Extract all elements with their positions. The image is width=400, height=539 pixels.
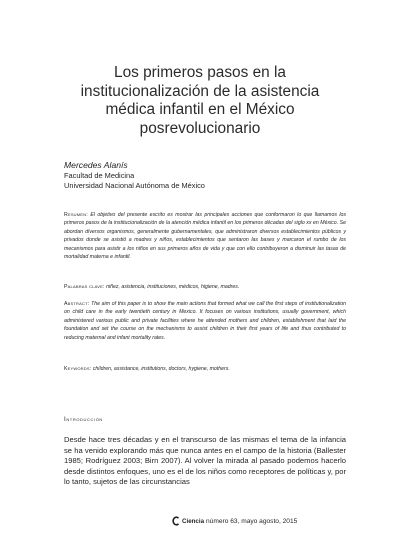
keywords-spanish-text: niñez, asistencia, instituciones, médicos, higiene, madres. bbox=[106, 284, 240, 290]
author-block bbox=[64, 160, 344, 192]
section-heading-introduction: Introducción bbox=[64, 416, 103, 423]
introduction-body: Desde hace tres décadas y en el transcurso de las mismas el tema de la infancia se ha venido explorando más que nunca antes en el campo de la historia (Ballester 1985; Rodríguez 2003; Birn 2007). Al volver la mirada al pasado podemos hacerlo desde distintos enfoques, uno es el de los niños como receptores de políticas y, por lo tanto, sujetos de las circunstancias bbox=[64, 435, 346, 487]
author-affiliation-university: Universidad Nacional Autónoma de México bbox=[64, 181, 205, 190]
paper-title: Los primeros pasos en la institucionalización de la asistencia médica infantil en el México posrevolucionario bbox=[80, 64, 320, 137]
abstract-spanish-label: Resumen: bbox=[64, 212, 88, 218]
author-name: Mercedes Alanís bbox=[64, 160, 128, 170]
keywords-english bbox=[64, 365, 346, 373]
keywords-spanish-label: Palabras clave: bbox=[64, 284, 105, 290]
abstract-spanish bbox=[64, 211, 346, 261]
page-footer bbox=[172, 516, 297, 526]
abstract-english-label: Abstract: bbox=[64, 301, 90, 307]
journal-name: Ciencia bbox=[182, 517, 205, 525]
author-affiliation-faculty: Facultad de Medicina bbox=[64, 170, 135, 180]
abstract-spanish-text: El objetivo del presente escrito es mostrar las principales acciones que conformaron lo que llamamos los primeros pasos de la institucionalización de la atención médica infantil en los primeros décadas del siglo xx en México. Se abordan diversos organismos, generalmente gubernamentales, que administraron diversos establecimientos públicos y privados donde se asistió a madres y niños, establecimientos que sentaron las bases y marcaron el rumbo de los mecanismos para asistir a los niños en sus primeros años de vida y que con ello contribuyeron a disminuir las tasas de mortalidad materna e infantil. bbox=[64, 212, 346, 261]
keywords-spanish bbox=[64, 283, 346, 291]
journal-logo-icon bbox=[172, 516, 180, 526]
abstract-english-text: The aim of this paper is to show the main actions that formed what we call the first steps of institutionalization on child care in the early twentieth century in Mexico. It focuses on various institutions, usually government, which administered various public and private facilities where he attended mothers and children, establishment that laid the foundation and set the course on the mechanisms to assist children in their first years of life and thus contributed to reducing maternal and infant mortality rates. bbox=[64, 301, 346, 341]
keywords-english-text: children, assistance, institutions, doctors, hygiene, mothers. bbox=[92, 366, 230, 372]
issue-info: número 63, mayo agosto, 2015 bbox=[206, 517, 298, 525]
abstract-english bbox=[64, 300, 346, 342]
keywords-english-label: Keywords: bbox=[64, 366, 92, 372]
